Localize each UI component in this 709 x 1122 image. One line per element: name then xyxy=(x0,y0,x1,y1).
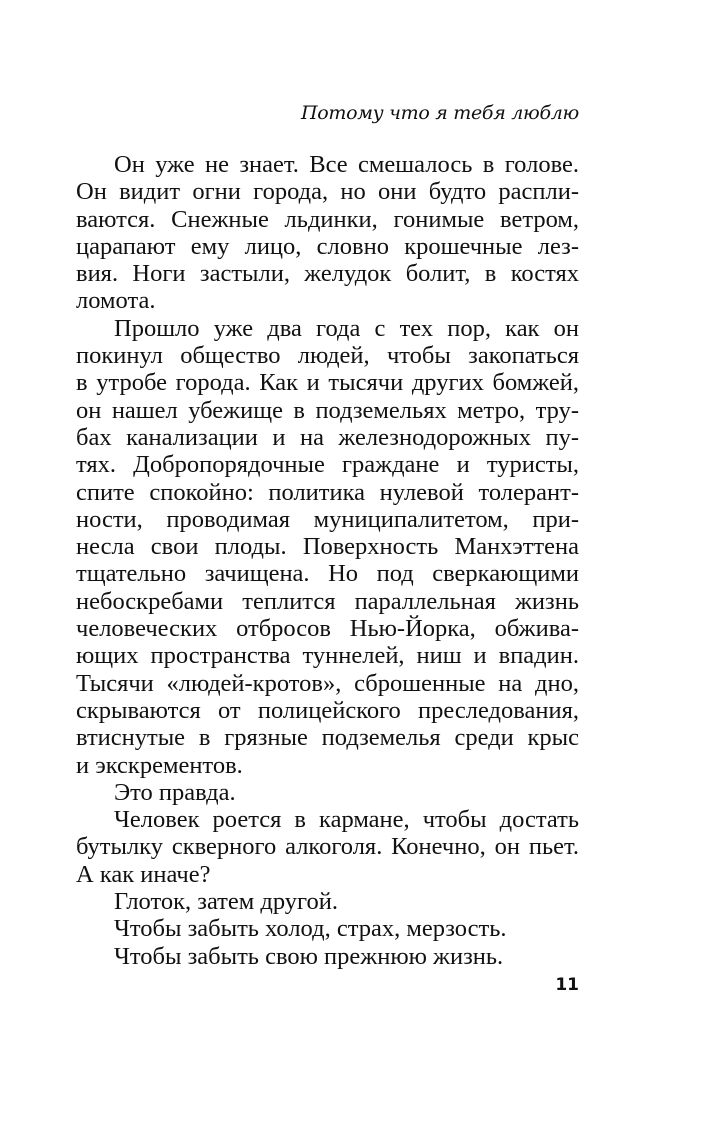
text-line: небоскребами теплится параллельная жизнь xyxy=(76,587,579,615)
text-line: Человек роется в кармане, чтобы достать xyxy=(114,806,579,834)
text-line: вия. Ноги застыли, желудок болит, в костях xyxy=(76,260,579,288)
text-line: в утробе города. Как и тысячи других бомжей, xyxy=(76,369,579,397)
text-line: Тысячи «людей-кротов», сброшенные на дно, xyxy=(76,669,579,697)
text-line: Прошло уже два года с тех пор, как он xyxy=(114,314,579,342)
text-line: ваются. Снежные льдинки, гонимые ветром, xyxy=(76,205,579,233)
running-title: Потому что я тебя люблю xyxy=(300,102,579,124)
text-line: он нашел убежище в подземельях метро, тру- xyxy=(76,396,579,424)
text-line: ющих пространства туннелей, ниш и впадин. xyxy=(76,642,579,670)
text-line: ности, проводимая муниципалитетом, при- xyxy=(76,505,579,533)
text-line: несла свои плоды. Поверхность Манхэттена xyxy=(76,533,579,561)
text-line: Чтобы забыть свою прежнюю жизнь. xyxy=(114,942,504,970)
text-line: тщательно зачищена. Но под сверкающими xyxy=(76,560,579,588)
text-line: Это правда. xyxy=(114,778,236,806)
text-line: человеческих отбросов Нью-Йорка, обжива- xyxy=(76,615,579,643)
text-line: тях. Добропорядочные граждане и туристы, xyxy=(76,451,579,479)
text-line: царапают ему лицо, словно крошечные лез- xyxy=(76,232,579,260)
body-text xyxy=(76,151,579,970)
text-line: скрываются от полицейского преследования, xyxy=(76,696,579,724)
text-line: Глоток, затем другой. xyxy=(114,888,338,916)
text-line: А как иначе? xyxy=(76,860,211,888)
text-line: Он видит огни города, но они будто распли- xyxy=(76,178,579,206)
page-number: 11 xyxy=(555,975,579,995)
text-line: бах канализации и на железнодорожных пу- xyxy=(76,423,579,451)
text-line: бутылку скверного алкоголя. Конечно, он пьет. xyxy=(76,833,579,861)
text-line: втиснутые в грязные подземелья среди крыс xyxy=(76,724,579,752)
text-line: покинул общество людей, чтобы закопаться xyxy=(76,342,579,370)
text-line: ломота. xyxy=(76,287,156,315)
text-line: спите спокойно: политика нулевой толерант- xyxy=(76,478,579,506)
text-line: и экскрементов. xyxy=(76,751,243,779)
text-line: Чтобы забыть холод, страх, мерзость. xyxy=(114,915,507,943)
text-line: Он уже не знает. Все смешалось в голове. xyxy=(114,151,579,178)
